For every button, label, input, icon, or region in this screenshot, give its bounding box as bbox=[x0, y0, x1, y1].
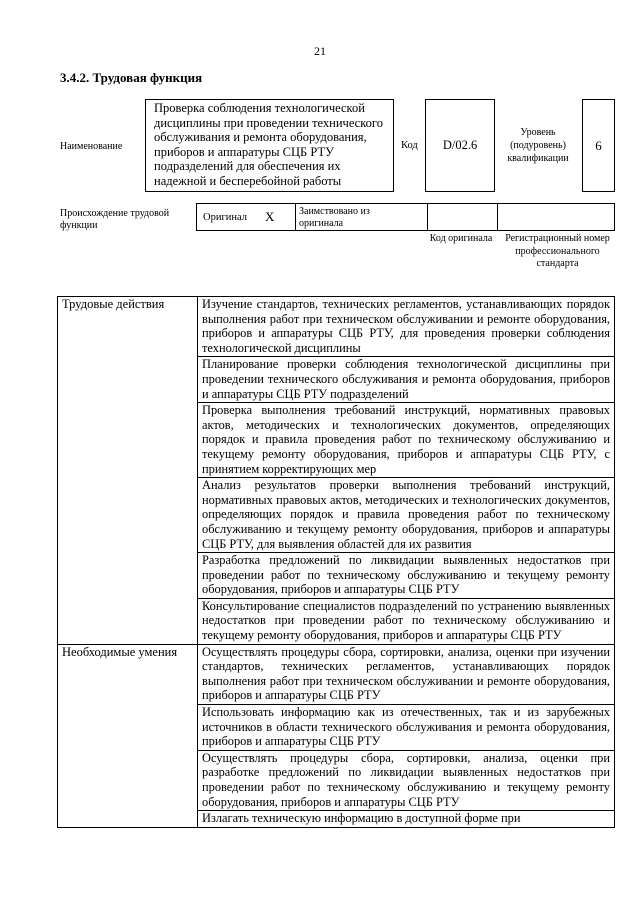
section-title: 3.4.2. Трудовая функция bbox=[60, 70, 203, 85]
code-label: Код bbox=[401, 140, 418, 151]
origin-row bbox=[196, 203, 615, 231]
table-cell-text: Планирование проверки соблюдения технологической дисциплины при проведении технического обслуживания и ремонта оборудования, приборов и аппаратуры СЦБ РТУ подразделений bbox=[198, 357, 615, 403]
row-group-label: Необходимые умения bbox=[58, 644, 198, 827]
name-label: Наименование bbox=[60, 141, 123, 152]
code-original-label: Код оригинала bbox=[429, 233, 493, 244]
borrowed-label: Заимствовано из оригинала bbox=[299, 206, 370, 229]
table-cell-text: Изучение стандартов, технических регламентов, устанавливающих порядок выполнения работ при техническом обслуживании и ремонте оборудования, приборов и аппаратуры СЦБ РТУ, для проведения проверки соблюдения технологической дисциплины bbox=[198, 297, 615, 357]
origin-label bbox=[60, 208, 195, 232]
table-cell-text: Разработка предложений по ликвидации выявленных недостатков при проведении работ по техническому обслуживанию и текущему ремонту оборудования, приборов и аппаратуры СЦБ РТУ bbox=[198, 553, 615, 599]
code-box: D/02.6 bbox=[425, 99, 495, 192]
function-table bbox=[57, 296, 615, 828]
table-cell-text: Использовать информацию как из отечественных, так и из зарубежных источников в области технического обслуживания и ремонта оборудования, приборов и аппаратуры СЦБ РТУ bbox=[198, 705, 615, 751]
table-row bbox=[58, 644, 615, 704]
original-mark: X bbox=[265, 209, 275, 224]
table-cell-text: Консультирование специалистов подразделений по устранению выявленных недостатков при проведении работ по техническому обслуживанию и текущему ремонту оборудования, приборов и аппаратуры СЦБ РТУ bbox=[198, 598, 615, 644]
origin-reg-cell bbox=[498, 203, 615, 231]
function-name-box: Проверка соблюдения технологической дисциплины при проведении технического обслуживания и ремонта оборудования, приборов и аппаратуры СЦБ РТУ подразделений для обеспечения их надежной и бесперебойной работы bbox=[145, 99, 394, 192]
table-cell-text: Осуществлять процедуры сбора, сортировки, анализа, оценки при разработке предложений по ликвидации выявленных недостатков при проведении работ по техническому обслуживанию и текущему ремонту оборудования, приборов и аппаратуры СЦБ РТУ bbox=[198, 750, 615, 810]
level-box: 6 bbox=[582, 99, 615, 192]
table-cell-text: Осуществлять процедуры сбора, сортировки, анализа, оценки при изучении стандартов, технических регламентов, устанавливающих порядок выполнения работ при техническом обслуживании и ремонте оборудования, приборов и аппаратуры СЦБ РТУ bbox=[198, 644, 615, 704]
reg-number-label: Регистрационный номер профессионального стандарта bbox=[505, 233, 610, 269]
origin-code-cell bbox=[428, 203, 498, 231]
table-cell-text: Излагать техническую информацию в доступной форме при bbox=[198, 811, 615, 828]
table-cell-text: Проверка выполнения требований инструкций, нормативных правовых актов, методических и технологических документов, определяющих порядок и правила проведения работ по техническому обслуживанию и текущему ремонту оборудования, приборов и аппаратуры СЦБ РТУ, с принятием корректирующих мер bbox=[198, 403, 615, 478]
original-label: Оригинал bbox=[203, 212, 247, 223]
origin-borrowed-cell bbox=[295, 203, 428, 231]
page-number: 21 bbox=[314, 44, 326, 58]
origin-label-text: Происхождение трудовой функции bbox=[60, 208, 170, 231]
table-cell-text: Анализ результатов проверки выполнения требований инструкций, нормативных правовых актов, методических и технологических документов, определяющих порядок и правила проведения работ по техническому обслуживанию и текущему ремонту оборудования, приборов и аппаратуры СЦБ РТУ, для выявления областей для их развития bbox=[198, 478, 615, 553]
level-label: Уровень (подуровень) квалификации bbox=[507, 127, 569, 164]
origin-original-cell bbox=[196, 203, 296, 231]
table-row bbox=[58, 297, 615, 357]
row-group-label: Трудовые действия bbox=[58, 297, 198, 645]
